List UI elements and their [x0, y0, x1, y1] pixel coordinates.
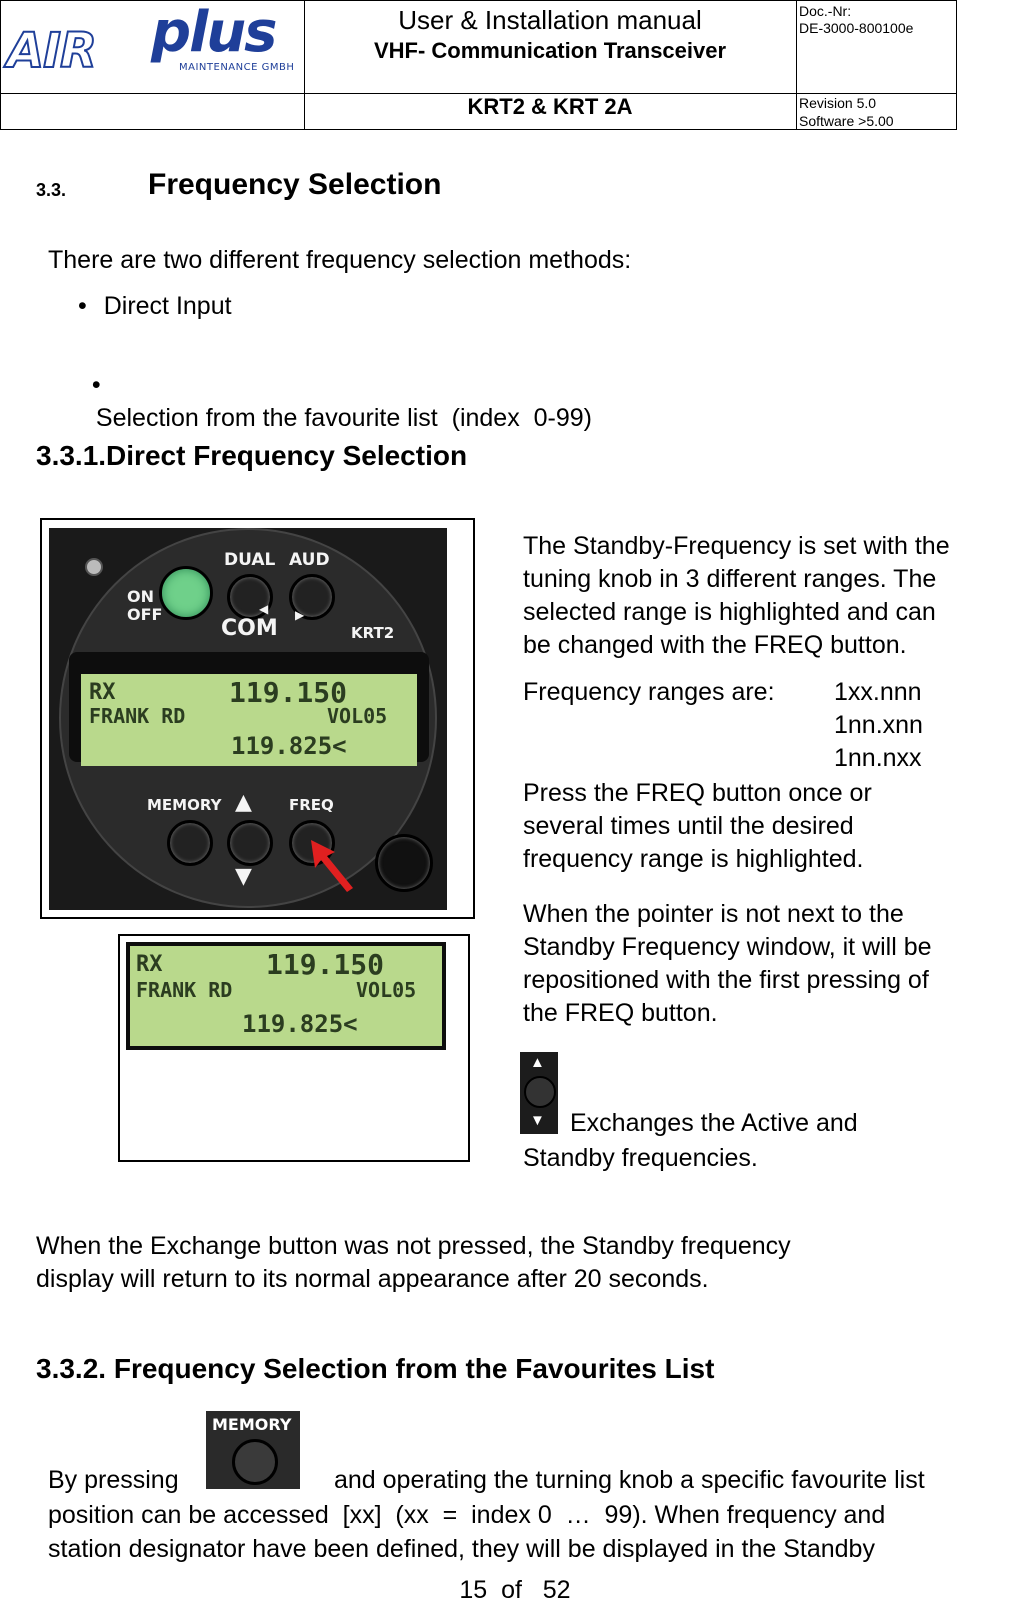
subsection-title: 3.3.1.Direct Frequency Selection: [36, 440, 468, 471]
exchange-button-icon: [520, 1052, 558, 1134]
text-line: display will return to its normal appearance after 20 seconds.: [36, 1265, 709, 1293]
lcd-rx: RX: [89, 680, 116, 705]
method-label: Selection from the favourite list (index 0-99): [95, 404, 592, 432]
lcd-display: [130, 946, 442, 1046]
on-label: ON: [127, 587, 154, 606]
pressing-text-post: and operating the turning knob a specific favourite list: [334, 1466, 925, 1494]
favourites-text-line: station designator have been defined, they will be displayed in the Standby: [48, 1535, 875, 1563]
on-off-button[interactable]: [159, 566, 213, 620]
com-label: COM: [221, 616, 278, 641]
lcd-volume: VOL05: [327, 704, 388, 728]
bullet: •: [78, 292, 87, 320]
text-line: frequency range is highlighted.: [523, 845, 864, 873]
range-item: 1xx.nnn: [834, 678, 922, 706]
lcd-active-frequency: 119.150: [266, 948, 385, 981]
memory-button[interactable]: [167, 820, 213, 866]
off-label: OFF: [127, 605, 163, 624]
lcd-rx: RX: [136, 952, 163, 977]
timeout-paragraph: [36, 1230, 791, 1296]
text-line: several times until the desired: [523, 812, 854, 840]
favourites-text-line: position can be accessed [xx] (xx = index 0 … 99). When frequency and: [48, 1501, 886, 1529]
down-arrow-icon: ▼: [530, 1112, 545, 1129]
red-pointer-arrow-icon: [309, 838, 357, 894]
memory-button-icon: [206, 1411, 300, 1489]
ranges-list: [834, 676, 923, 775]
doc-number: DE-3000-800100e: [799, 20, 914, 36]
lcd-highlight-photo: [118, 934, 470, 1162]
section-intro: There are two different frequency selection methods:: [48, 246, 632, 274]
text-line: When the pointer is not next to the: [523, 900, 904, 928]
doc-label: Doc.-Nr:: [799, 3, 852, 19]
range-item: 1nn.nxx: [834, 744, 922, 772]
method-item: [78, 290, 232, 323]
screw-icon: [85, 558, 103, 576]
page-number: 15 of 52: [459, 1576, 571, 1604]
right-arrow-icon: ▶: [295, 608, 305, 622]
text-line: Standby Frequency window, it will be: [523, 933, 932, 961]
revision-block: [799, 94, 894, 130]
text-line: Press the FREQ button once or: [523, 779, 872, 807]
range-item: 1nn.xnn: [834, 711, 923, 739]
doc-number-block: [799, 3, 913, 37]
standby-frequency-paragraph: [523, 530, 950, 662]
exchange-text-1: Exchanges the Active and: [570, 1109, 858, 1137]
method-item: [78, 336, 592, 435]
left-arrow-icon: ◀: [259, 602, 269, 616]
section-title: Frequency Selection: [148, 168, 442, 201]
text-line: repositioned with the first pressing of: [523, 966, 929, 994]
model-label: KRT2: [351, 624, 395, 642]
logo-word: AIR: [7, 23, 96, 79]
on-off-label: [127, 588, 162, 624]
lcd-display: [81, 674, 417, 766]
button-circle: [232, 1439, 278, 1485]
lcd-station-name: FRANK RD: [89, 704, 186, 728]
pressing-text-pre: By pressing: [48, 1466, 179, 1494]
memory-label: MEMORY: [212, 1415, 292, 1434]
up-arrow-icon: ▲: [530, 1054, 545, 1071]
section-number: 3.3.: [36, 180, 67, 200]
text-line: The Standby-Frequency is set with the: [523, 532, 950, 560]
up-arrow-icon: ▲: [235, 790, 252, 815]
header-table: [0, 0, 957, 130]
lcd-standby-frequency: 119.825<: [231, 732, 347, 760]
text-line: the FREQ button.: [523, 999, 718, 1027]
lcd-active-frequency: 119.150: [229, 676, 348, 709]
tuning-knob[interactable]: [375, 834, 433, 892]
pointer-paragraph: [523, 898, 932, 1030]
software-version: Software >5.00: [799, 113, 894, 129]
text-line: selected range is highlighted and can: [523, 598, 936, 626]
bullet: •: [91, 371, 101, 399]
exchange-button[interactable]: [227, 820, 273, 866]
device-panel-photo: [40, 518, 475, 919]
text-line: tuning knob in 3 different ranges. The: [523, 565, 937, 593]
text-line: be changed with the FREQ button.: [523, 631, 907, 659]
aud-label: AUD: [289, 550, 330, 570]
device-panel: [49, 528, 447, 910]
model-name: KRT2 & KRT 2A: [467, 94, 633, 119]
freq-label: FREQ: [289, 796, 334, 814]
lcd-standby-frequency: 119.825<: [242, 1010, 358, 1038]
subsection-title: 3.3.2. Frequency Selection from the Favourites List: [36, 1353, 715, 1384]
header-divider: [796, 1, 797, 129]
manual-subtitle: VHF- Communication Transceiver: [373, 38, 727, 63]
memory-label: MEMORY: [147, 796, 222, 814]
freq-button-paragraph: [523, 777, 872, 876]
logo-subtitle: MAINTENANCE GMBH: [179, 62, 295, 73]
manual-title: User & Installation manual: [398, 5, 702, 35]
down-arrow-icon: ▼: [235, 864, 252, 889]
text-line: When the Exchange button was not pressed, the Standby frequency: [36, 1232, 791, 1260]
lcd-volume: VOL05: [356, 978, 417, 1002]
exchange-text-2: Standby frequencies.: [523, 1144, 758, 1172]
ranges-label: Frequency ranges are:: [523, 678, 775, 706]
button-circle: [524, 1076, 556, 1108]
logo-plus: plus: [151, 0, 276, 65]
dual-label: DUAL: [224, 550, 276, 570]
lcd-station-name: FRANK RD: [136, 978, 233, 1002]
method-label: Direct Input: [103, 292, 232, 320]
revision: Revision 5.0: [799, 95, 877, 111]
